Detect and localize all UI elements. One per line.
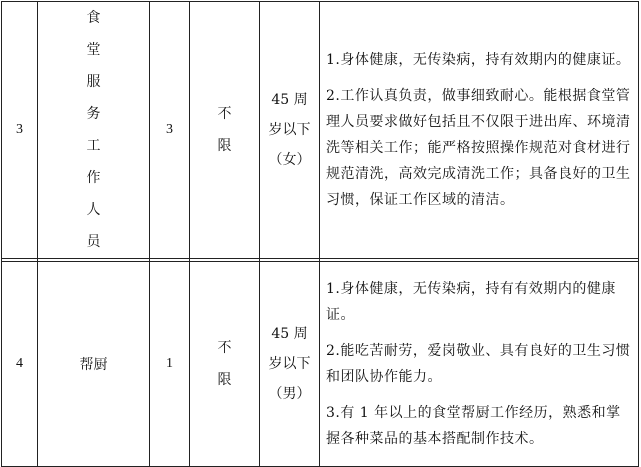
age-line: （女） [268, 152, 311, 168]
requirement-item: 1.身体健康，无传染病，持有有效期内的健康证。 [326, 281, 616, 323]
requirement-item: 2.工作认真负责，做事细致耐心。能根据食堂管理人员要求做好包括且不仅限于进出库、环境清洗等相关工作；能严格按照操作规范对食材进行规范清洗，高效完成清洗工作；具备良好的卫生习惯，保证工作区域的清洁。 [326, 88, 631, 208]
count-cell: 1 [150, 262, 190, 467]
seq-cell: 4 [2, 262, 38, 467]
age-cell [260, 2, 320, 259]
position-char: 堂 [86, 42, 101, 58]
position-char: 作 [86, 170, 101, 186]
age-line: 45 周 [271, 326, 308, 342]
education-char: 不 [217, 106, 232, 122]
requirement-item: 1.身体健康，无传染病，持有效期内的健康证。 [326, 52, 631, 68]
age-line: 45 周 [271, 92, 308, 108]
education-cell [190, 262, 260, 467]
requirements-cell [320, 262, 639, 467]
seq-cell: 3 [2, 2, 38, 259]
position-char: 人 [86, 202, 101, 218]
count-cell: 3 [150, 2, 190, 259]
age-cell [260, 262, 320, 467]
position-cell [38, 2, 150, 259]
position-cell [38, 262, 150, 467]
education-char: 不 [217, 340, 232, 356]
education-cell [190, 2, 260, 259]
position-char: 员 [86, 234, 101, 250]
position-char: 帮 [79, 357, 94, 373]
position-char: 工 [86, 138, 101, 154]
age-line: （男） [268, 386, 311, 402]
education-char: 限 [217, 372, 232, 388]
job-table [1, 1, 639, 467]
position-char: 服 [86, 74, 101, 90]
age-line: 岁以下 [268, 122, 311, 138]
table-row [2, 2, 639, 259]
education-char: 限 [217, 138, 232, 154]
position-char: 务 [86, 106, 101, 122]
requirement-item: 3.有 1 年以上的食堂帮厨工作经历，熟悉和掌握各种菜品的基本搭配制作技术。 [326, 405, 621, 447]
table-row [2, 262, 639, 467]
requirement-item: 2.能吃苦耐劳，爱岗敬业、具有良好的卫生习惯和团队协作能力。 [326, 343, 631, 385]
requirements-cell [320, 2, 639, 259]
position-char: 厨 [93, 357, 108, 373]
position-char: 食 [86, 10, 101, 26]
age-line: 岁以下 [268, 356, 311, 372]
